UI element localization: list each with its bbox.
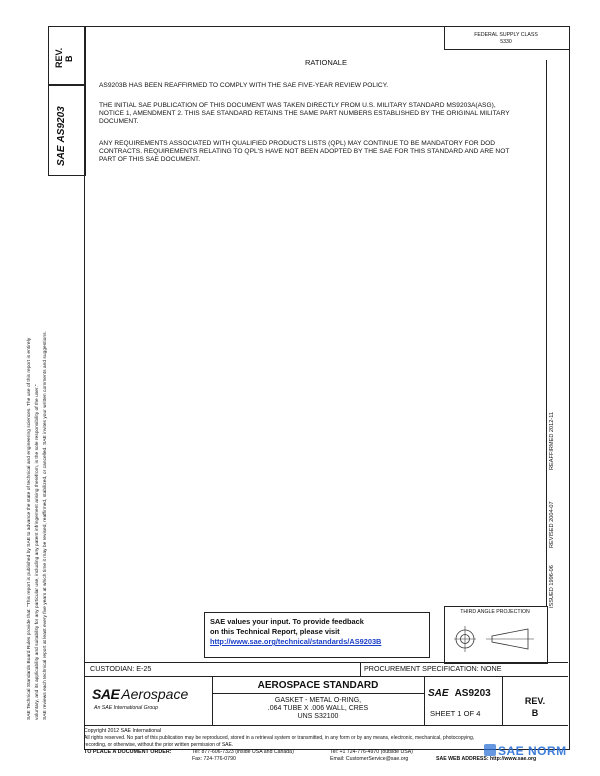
email[interactable]: Email: CustomerService@sae.org [330, 756, 409, 762]
rev-label-bottom: REV. [524, 696, 546, 706]
rationale-paragraph-1: AS9203B HAS BEEN REAFFIRMED TO COMPLY WITH THE SAE FIVE-YEAR REVIEW POLICY. [99, 82, 389, 89]
history-issued: ISSUED 1996-06 [549, 565, 555, 608]
title-block-bottom-rule [84, 725, 568, 726]
order-label: TO PLACE A DOCUMENT ORDER: [84, 749, 172, 755]
feedback-line-2: on this Technical Report, please visit [210, 627, 340, 636]
copyright: Copyright 2012 SAE International [84, 728, 161, 734]
sheet-number: SHEET 1 OF 4 [430, 709, 481, 718]
rev-value-top: B [64, 55, 74, 62]
history-reaffirmed: REAFFIRMED 2012-11 [549, 411, 555, 470]
feedback-line-1: SAE values your input. To provide feedback [210, 617, 364, 626]
tel-inside: Tel: 877-606-7323 (inside USA and Canada) [192, 749, 294, 755]
custodian: CUSTODIAN: E-25 [90, 664, 152, 673]
sae-norm-watermark: SAE NORM [484, 744, 567, 758]
feedback-link[interactable]: http://www.sae.org/technical/standards/AS9203B [210, 637, 382, 646]
custodian-vertical-divider [360, 662, 361, 676]
rev-label-top: REV. [54, 47, 64, 68]
aerospace-wordmark: Aerospace [121, 686, 189, 702]
rights-line-1: All rights reserved. No part of this publication may be reproduced, stored in a retrieval system or transmitted, in any form or by any means, electronic, mechanical, photocopying, [84, 735, 475, 741]
part-description-1: GASKET - METAL O-RING, [274, 697, 362, 704]
sae-aerospace-logo [92, 686, 188, 702]
sae-small-mark: SAE [428, 688, 449, 699]
revision-strip-divider [546, 60, 547, 606]
rationale-paragraph-2: THE INITIAL SAE PUBLICATION OF THIS DOCUMENT WAS TAKEN DIRECTLY FROM U.S. MILITARY STANDARD MS9203A(ASG), NOTICE 1, AMENDMENT 2. THIS SAE STANDARD RETAINS THE SAME PART NUMBERS ESTABLISHED BY THE ORIGINAL MILITARY DOCUMENT. [99, 102, 510, 126]
fed-supply-number: 5330 [500, 39, 512, 45]
standard-heading-rule [212, 693, 424, 694]
sae-group-subtitle: An SAE International Group [94, 705, 159, 711]
rev-value-bottom: B [531, 708, 539, 718]
watermark-logo-icon [484, 744, 496, 756]
rationale-paragraph-3: ANY REQUIREMENTS ASSOCIATED WITH QUALIFIED PRODUCTS LISTS (QPL) MAY CONTINUE TO BE MANDATORY FOR DOD CONTRACTS. REQUIREMENTS RELATING TO QPL'S HAVE NOT BEEN ADOPTED BY THE SAE FOR THIS STANDARD AND ARE NOT PART OF THIS SAE DOCUMENT. [99, 140, 510, 164]
doc-number-top: SAEAS9203 [56, 106, 67, 166]
rights-line-2: recording, or otherwise, without the prior written permission of SAE. [84, 742, 234, 748]
title-block-top-rule [84, 676, 568, 677]
custodian-divider [84, 662, 568, 663]
fed-supply-box [444, 26, 570, 50]
side-notice: SAE Technical Standards Board Rules provide that: "This report is published by SAE to advance the state of technical and engineering sciences. The use of this report is entirely voluntary, and its applicability and suitability for any particular use, including any patent infringement arising therefrom, is the sole responsibility of the user." SAE reviews each technical report at least every five years at which time it may be revised, reaffirmed, stabilized, or cancelled. SAE invites your written comments and suggestions. [27, 331, 48, 720]
tel-outside: Tel: +1 724-776-4970 (outside USA) [330, 749, 413, 755]
part-description-2: .064 TUBE X .006 WALL, CRES [267, 705, 369, 712]
doc-number-box-top [48, 84, 86, 176]
sae-logo-mark: SAE [92, 686, 120, 702]
title-block-divider-2 [424, 676, 425, 725]
third-angle-projection-icon [450, 620, 540, 658]
procurement-spec: PROCUREMENT SPECIFICATION: NONE [364, 664, 502, 673]
history-revised: REVISED 2004-07 [549, 501, 555, 548]
sae-mark-top: SAE [56, 145, 67, 166]
rationale-title: RATIONALE [305, 58, 347, 67]
standard-heading: AEROSPACE STANDARD [257, 680, 379, 691]
fed-supply-class: FEDERAL SUPPLY CLASS [474, 32, 538, 38]
part-description-3: UNS S32100 [297, 713, 339, 720]
projection-label: THIRD ANGLE PROJECTION [460, 609, 530, 615]
title-doc-number: SAE AS9203 [428, 688, 491, 699]
web-address[interactable]: SAE WEB ADDRESS: http://www.sae.org [436, 756, 537, 762]
fax: Fax: 724-776-0790 [192, 756, 236, 762]
